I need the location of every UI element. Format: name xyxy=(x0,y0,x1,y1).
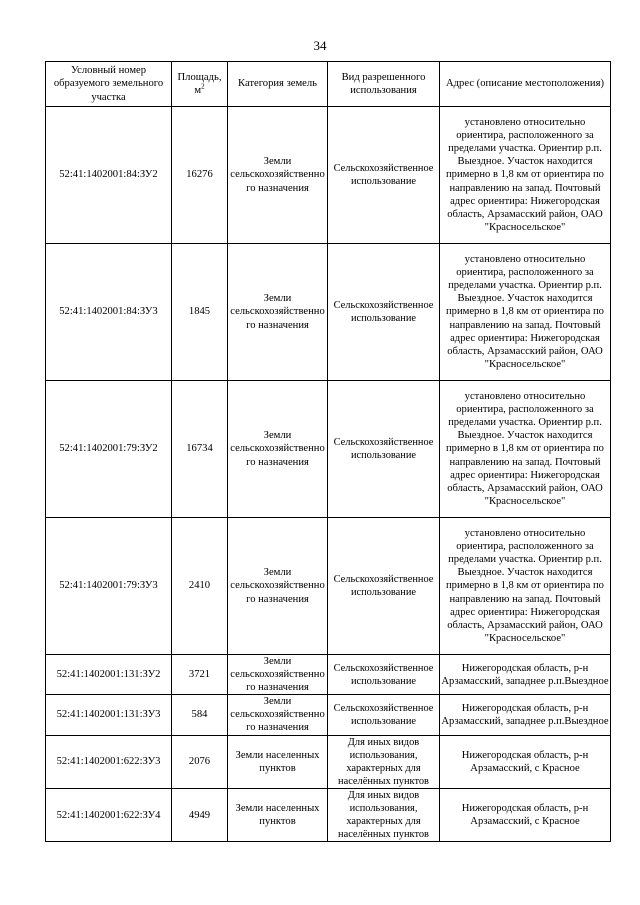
cell-address: установлено относительно ориентира, расположенного за пределами участка. Ориентир р.п. Выездное. Участок находится примерно в 1,8 км от ориентира по направлению на запад. Почтовый адрес ориентира: Нижегородская область, Арзамасский район, ОАО "Красносельское" xyxy=(440,107,611,244)
cell-use: Сельскохозяйственное использование xyxy=(328,244,440,381)
cell-number: 52:41:1402001:622:ЗУ4 xyxy=(46,788,172,841)
cell-number: 52:41:1402001:622:ЗУ3 xyxy=(46,735,172,788)
cell-address: Нижегородская область, р-н Арзамасский, западнее р.п.Выездное xyxy=(440,655,611,695)
cell-category: Земли населенных пунктов xyxy=(228,788,328,841)
cell-category: Земли сельскохозяйственного назначения xyxy=(228,655,328,695)
cell-category: Земли сельскохозяйственного назначения xyxy=(228,107,328,244)
table-row xyxy=(46,518,611,655)
cell-area: 584 xyxy=(172,695,228,735)
cell-area: 2076 xyxy=(172,735,228,788)
cell-number: 52:41:1402001:79:ЗУ2 xyxy=(46,381,172,518)
cell-use: Сельскохозяйственное использование xyxy=(328,695,440,735)
land-plots-table xyxy=(45,61,611,842)
page-number: 34 xyxy=(313,38,327,53)
header-address: Адрес (описание местоположения) xyxy=(440,62,611,107)
cell-address: Нижегородская область, р-н Арзамасский, с Красное xyxy=(440,788,611,841)
header-permitted-use: Вид разрешенного использования xyxy=(328,62,440,107)
header-area-label: Площадь, м xyxy=(177,71,222,96)
cell-use: Сельскохозяйственное использование xyxy=(328,518,440,655)
cell-number: 52:41:1402001:131:ЗУ2 xyxy=(46,655,172,695)
cell-category: Земли сельскохозяйственного назначения xyxy=(228,244,328,381)
cell-area: 1845 xyxy=(172,244,228,381)
cell-use: Сельскохозяйственное использование xyxy=(328,655,440,695)
cell-use: Сельскохозяйственное использование xyxy=(328,381,440,518)
cell-area: 2410 xyxy=(172,518,228,655)
cell-address: установлено относительно ориентира, расположенного за пределами участка. Ориентир р.п. Выездное. Участок находится примерно в 1,8 км от ориентира по направлению на запад. Почтовый адрес ориентира: Нижегородская область, Арзамасский район, ОАО "Красносельское" xyxy=(440,518,611,655)
table-row xyxy=(46,695,611,735)
header-cadastral-number: Условный номер образуемого земельного участка xyxy=(46,62,172,107)
cell-area: 3721 xyxy=(172,655,228,695)
table-row xyxy=(46,788,611,841)
table-header-row xyxy=(46,62,611,107)
header-area-superscript: 2 xyxy=(201,82,205,91)
cell-address: Нижегородская область, р-н Арзамасский, с Красное xyxy=(440,735,611,788)
header-area xyxy=(172,62,228,107)
table-row xyxy=(46,655,611,695)
cell-use: Для иных видов использования, характерных для населённых пунктов xyxy=(328,735,440,788)
cell-number: 52:41:1402001:131:ЗУ3 xyxy=(46,695,172,735)
cell-number: 52:41:1402001:84:ЗУ2 xyxy=(46,107,172,244)
table-row xyxy=(46,107,611,244)
cell-address: установлено относительно ориентира, расположенного за пределами участка. Ориентир р.п. Выездное. Участок находится примерно в 1,8 км от ориентира по направлению на запад. Почтовый адрес ориентира: Нижегородская область, Арзамасский район, ОАО "Красносельское" xyxy=(440,244,611,381)
cell-use: Для иных видов использования, характерных для населённых пунктов xyxy=(328,788,440,841)
cell-area: 16276 xyxy=(172,107,228,244)
table-row xyxy=(46,381,611,518)
cell-category: Земли населенных пунктов xyxy=(228,735,328,788)
cell-use: Сельскохозяйственное использование xyxy=(328,107,440,244)
cell-category: Земли сельскохозяйственного назначения xyxy=(228,518,328,655)
cell-address: Нижегородская область, р-н Арзамасский, западнее р.п.Выездное xyxy=(440,695,611,735)
cell-number: 52:41:1402001:84:ЗУ3 xyxy=(46,244,172,381)
cell-number: 52:41:1402001:79:ЗУ3 xyxy=(46,518,172,655)
table-row xyxy=(46,244,611,381)
cell-area: 4949 xyxy=(172,788,228,841)
cell-address: установлено относительно ориентира, расположенного за пределами участка. Ориентир р.п. Выездное. Участок находится примерно в 1,8 км от ориентира по направлению на запад. Почтовый адрес ориентира: Нижегородская область, Арзамасский район, ОАО "Красносельское" xyxy=(440,381,611,518)
cell-category: Земли сельскохозяйственного назначения xyxy=(228,695,328,735)
cell-category: Земли сельскохозяйственного назначения xyxy=(228,381,328,518)
cell-area: 16734 xyxy=(172,381,228,518)
header-category: Категория земель xyxy=(228,62,328,107)
table-row xyxy=(46,735,611,788)
